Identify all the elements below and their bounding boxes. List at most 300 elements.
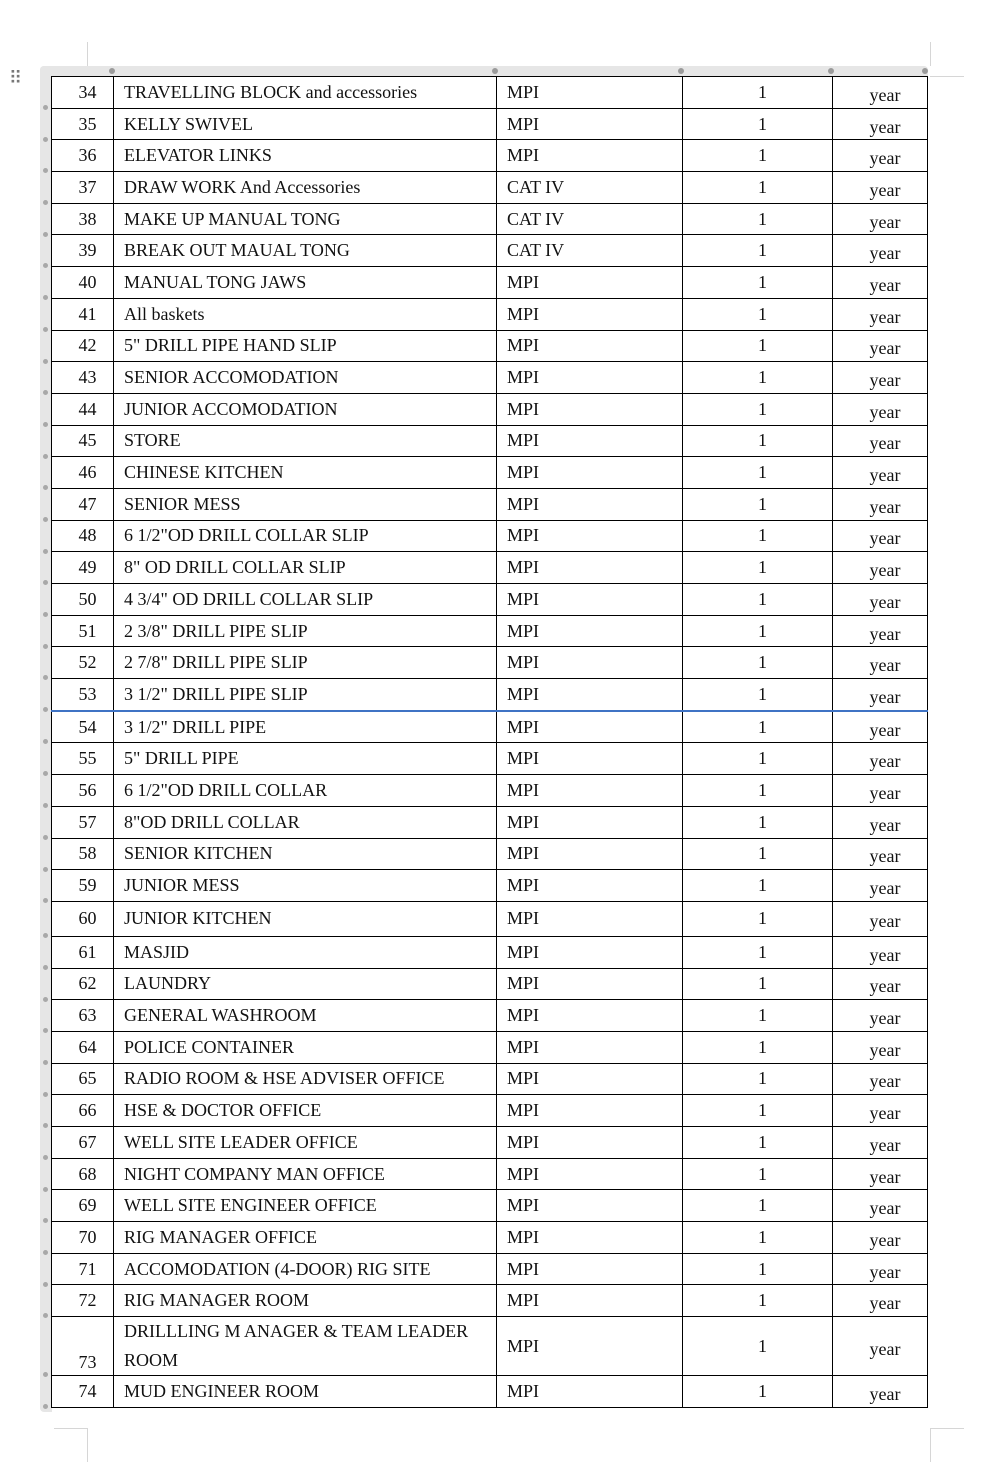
item-name-text: 4 3/4" OD DRILL COLLAR SLIP bbox=[124, 588, 374, 609]
quantity-cell[interactable] bbox=[683, 1000, 833, 1032]
row-insert-dot[interactable] bbox=[43, 835, 48, 840]
quantity-cell[interactable] bbox=[683, 1095, 833, 1127]
inspection-category-cell[interactable] bbox=[497, 1031, 683, 1063]
quantity-cell[interactable] bbox=[683, 870, 833, 902]
item-name-cell[interactable] bbox=[114, 936, 497, 968]
row-insert-dot[interactable] bbox=[43, 933, 48, 938]
frequency-cell[interactable] bbox=[833, 425, 928, 457]
item-name-cell[interactable] bbox=[114, 1095, 497, 1127]
row-number-cell[interactable] bbox=[52, 1222, 114, 1254]
frequency-cell[interactable] bbox=[833, 679, 928, 711]
item-name-cell[interactable] bbox=[114, 806, 497, 838]
row-number-cell[interactable] bbox=[52, 1127, 114, 1159]
table-row bbox=[52, 1285, 928, 1317]
frequency-cell[interactable] bbox=[833, 1285, 928, 1317]
quantity-cell[interactable] bbox=[683, 968, 833, 1000]
row-number-cell[interactable] bbox=[52, 1376, 114, 1408]
item-name-cell[interactable] bbox=[114, 1127, 497, 1159]
table-row bbox=[52, 1031, 928, 1063]
quantity-cell[interactable] bbox=[683, 1031, 833, 1063]
row-number-cell[interactable] bbox=[52, 552, 114, 584]
item-name-text: SENIOR MESS bbox=[124, 493, 241, 514]
item-name-cell[interactable] bbox=[114, 901, 497, 936]
frequency-cell[interactable] bbox=[833, 488, 928, 520]
row-insert-dot[interactable] bbox=[43, 549, 48, 554]
row-number-cell[interactable] bbox=[52, 393, 114, 425]
quantity-cell[interactable] bbox=[683, 901, 833, 936]
frequency-cell[interactable] bbox=[833, 936, 928, 968]
quantity-cell[interactable] bbox=[683, 1127, 833, 1159]
item-name-cell[interactable] bbox=[114, 1253, 497, 1285]
row-insert-dot[interactable] bbox=[43, 803, 48, 808]
inspection-category-cell[interactable] bbox=[497, 172, 683, 204]
quantity-cell[interactable] bbox=[683, 203, 833, 235]
row-number-cell[interactable] bbox=[52, 743, 114, 775]
row-insert-dot[interactable] bbox=[43, 1250, 48, 1255]
item-name-cell[interactable] bbox=[114, 520, 497, 552]
frequency-cell[interactable] bbox=[833, 1222, 928, 1254]
table-row bbox=[52, 1317, 928, 1376]
frequency-cell[interactable] bbox=[833, 172, 928, 204]
item-name-cell[interactable] bbox=[114, 457, 497, 489]
row-insert-dot[interactable] bbox=[43, 137, 48, 142]
table-row bbox=[52, 1127, 928, 1159]
quantity-text: 1 bbox=[758, 1195, 767, 1216]
row-insert-dot[interactable] bbox=[43, 580, 48, 585]
frequency-text: year bbox=[869, 560, 901, 581]
inspection-category-cell[interactable] bbox=[497, 1285, 683, 1317]
row-insert-dot[interactable] bbox=[43, 1187, 48, 1192]
quantity-cell[interactable] bbox=[683, 267, 833, 299]
item-name-cell[interactable] bbox=[114, 1222, 497, 1254]
frequency-cell[interactable] bbox=[833, 140, 928, 172]
row-number-text: 35 bbox=[78, 113, 97, 134]
row-number-cell[interactable] bbox=[52, 203, 114, 235]
row-insert-dot[interactable] bbox=[43, 485, 48, 490]
row-number-cell[interactable] bbox=[52, 838, 114, 870]
table-row bbox=[52, 520, 928, 552]
frequency-cell[interactable] bbox=[833, 77, 928, 109]
quantity-text: 1 bbox=[758, 367, 767, 388]
frequency-cell[interactable] bbox=[833, 298, 928, 330]
row-insert-dot[interactable] bbox=[43, 1028, 48, 1033]
quantity-cell[interactable] bbox=[683, 647, 833, 679]
inspection-category-cell[interactable] bbox=[497, 901, 683, 936]
row-number-text: 62 bbox=[78, 973, 97, 994]
inspection-category-cell[interactable] bbox=[497, 806, 683, 838]
inspection-category-cell[interactable] bbox=[497, 488, 683, 520]
table-row bbox=[52, 1000, 928, 1032]
quantity-cell[interactable] bbox=[683, 425, 833, 457]
table-row bbox=[52, 203, 928, 235]
row-insert-dot[interactable] bbox=[43, 644, 48, 649]
table-move-handle-icon[interactable]: ⠿ bbox=[9, 68, 21, 89]
quantity-cell[interactable] bbox=[683, 1253, 833, 1285]
inspection-category-cell[interactable] bbox=[497, 298, 683, 330]
row-insert-dot[interactable] bbox=[43, 1155, 48, 1160]
inspection-category-cell[interactable] bbox=[497, 1158, 683, 1190]
quantity-cell[interactable] bbox=[683, 362, 833, 394]
inspection-category-cell[interactable] bbox=[497, 679, 683, 711]
inspection-category-cell[interactable] bbox=[497, 1253, 683, 1285]
quantity-cell[interactable] bbox=[683, 936, 833, 968]
inspection-category-cell[interactable] bbox=[497, 838, 683, 870]
quantity-text: 1 bbox=[758, 716, 767, 737]
quantity-cell[interactable] bbox=[683, 615, 833, 647]
inspection-category-cell[interactable] bbox=[497, 1095, 683, 1127]
inspection-category-text: MPI bbox=[507, 588, 540, 609]
row-number-cell[interactable] bbox=[52, 235, 114, 267]
frequency-cell[interactable] bbox=[833, 1190, 928, 1222]
row-number-cell[interactable] bbox=[52, 1031, 114, 1063]
item-name-cell[interactable] bbox=[114, 393, 497, 425]
row-insert-dot[interactable] bbox=[43, 965, 48, 970]
quantity-cell[interactable] bbox=[683, 298, 833, 330]
frequency-cell[interactable] bbox=[833, 267, 928, 299]
row-number-cell[interactable] bbox=[52, 870, 114, 902]
quantity-text: 1 bbox=[758, 748, 767, 769]
row-insert-dot[interactable] bbox=[43, 707, 48, 712]
quantity-cell[interactable] bbox=[683, 838, 833, 870]
frequency-cell[interactable] bbox=[833, 901, 928, 936]
row-insert-dot[interactable] bbox=[43, 1123, 48, 1128]
frequency-cell[interactable] bbox=[833, 457, 928, 489]
quantity-cell[interactable] bbox=[683, 77, 833, 109]
quantity-cell[interactable] bbox=[683, 1285, 833, 1317]
frequency-cell[interactable] bbox=[833, 711, 928, 743]
inspection-category-text: MPI bbox=[507, 335, 540, 356]
frequency-cell[interactable] bbox=[833, 806, 928, 838]
row-number-text: 36 bbox=[78, 145, 97, 166]
item-name-cell[interactable] bbox=[114, 267, 497, 299]
row-insert-dot[interactable] bbox=[43, 105, 48, 110]
item-name-cell[interactable] bbox=[114, 552, 497, 584]
row-number-cell[interactable] bbox=[52, 330, 114, 362]
row-number-cell[interactable] bbox=[52, 615, 114, 647]
frequency-cell[interactable] bbox=[833, 1095, 928, 1127]
row-number-cell[interactable] bbox=[52, 1000, 114, 1032]
quantity-cell[interactable] bbox=[683, 520, 833, 552]
item-name-text: 3 1/2" DRILL PIPE bbox=[124, 716, 267, 737]
inspection-category-cell[interactable] bbox=[497, 968, 683, 1000]
quantity-cell[interactable] bbox=[683, 1317, 833, 1376]
row-insert-dot[interactable] bbox=[43, 327, 48, 332]
inspection-category-cell[interactable] bbox=[497, 77, 683, 109]
quantity-cell[interactable] bbox=[683, 330, 833, 362]
frequency-cell[interactable] bbox=[833, 968, 928, 1000]
quantity-cell[interactable] bbox=[683, 488, 833, 520]
frequency-cell[interactable] bbox=[833, 235, 928, 267]
table-column-selector-bar[interactable] bbox=[40, 66, 928, 76]
inspection-category-text: CAT IV bbox=[507, 240, 565, 261]
row-number-cell[interactable] bbox=[52, 584, 114, 616]
frequency-cell[interactable] bbox=[833, 1158, 928, 1190]
frequency-cell[interactable] bbox=[833, 1317, 928, 1376]
row-insert-dot[interactable] bbox=[43, 1313, 48, 1318]
item-name-cell[interactable] bbox=[114, 711, 497, 743]
item-name-cell[interactable] bbox=[114, 203, 497, 235]
frequency-cell[interactable] bbox=[833, 838, 928, 870]
quantity-cell[interactable] bbox=[683, 775, 833, 807]
item-name-cell[interactable] bbox=[114, 584, 497, 616]
item-name-cell[interactable] bbox=[114, 108, 497, 140]
item-name-text: RIG MANAGER OFFICE bbox=[124, 1226, 318, 1247]
quantity-cell[interactable] bbox=[683, 584, 833, 616]
table-row bbox=[52, 1095, 928, 1127]
frequency-cell[interactable] bbox=[833, 1063, 928, 1095]
table-row bbox=[52, 298, 928, 330]
row-number-cell[interactable] bbox=[52, 267, 114, 299]
quantity-text: 1 bbox=[758, 430, 767, 451]
inspection-category-cell[interactable] bbox=[497, 140, 683, 172]
frequency-cell[interactable] bbox=[833, 870, 928, 902]
row-insert-dot[interactable] bbox=[43, 454, 48, 459]
row-insert-dot[interactable] bbox=[43, 390, 48, 395]
row-insert-dot[interactable] bbox=[43, 200, 48, 205]
frequency-cell[interactable] bbox=[833, 743, 928, 775]
item-name-cell[interactable] bbox=[114, 870, 497, 902]
quantity-cell[interactable] bbox=[683, 140, 833, 172]
row-insert-dot[interactable] bbox=[43, 997, 48, 1002]
frequency-cell[interactable] bbox=[833, 1000, 928, 1032]
row-number-cell[interactable] bbox=[52, 775, 114, 807]
inspection-category-cell[interactable] bbox=[497, 584, 683, 616]
inspection-category-cell[interactable] bbox=[497, 330, 683, 362]
inspection-category-cell[interactable] bbox=[497, 1127, 683, 1159]
item-name-cell[interactable] bbox=[114, 838, 497, 870]
row-number-cell[interactable] bbox=[52, 488, 114, 520]
item-name-cell[interactable] bbox=[114, 77, 497, 109]
frequency-cell[interactable] bbox=[833, 393, 928, 425]
inspection-category-text: MPI bbox=[507, 398, 540, 419]
item-name-text: LAUNDRY bbox=[124, 973, 212, 994]
item-name-text: HSE & DOCTOR OFFICE bbox=[124, 1100, 322, 1121]
frequency-text: year bbox=[869, 655, 901, 676]
inspection-category-cell[interactable] bbox=[497, 775, 683, 807]
row-number-text: 73 bbox=[78, 1352, 97, 1373]
item-name-cell[interactable] bbox=[114, 1190, 497, 1222]
row-number-cell[interactable] bbox=[52, 457, 114, 489]
item-name-cell[interactable] bbox=[114, 1376, 497, 1408]
row-insert-dot[interactable] bbox=[43, 675, 48, 680]
frequency-cell[interactable] bbox=[833, 552, 928, 584]
inspection-category-cell[interactable] bbox=[497, 520, 683, 552]
row-insert-dot[interactable] bbox=[43, 898, 48, 903]
row-insert-dot[interactable] bbox=[43, 1218, 48, 1223]
item-name-cell[interactable] bbox=[114, 1031, 497, 1063]
row-number-cell[interactable] bbox=[52, 1317, 114, 1376]
frequency-cell[interactable] bbox=[833, 775, 928, 807]
frequency-text: year bbox=[869, 976, 901, 997]
frequency-text: year bbox=[869, 911, 901, 932]
quantity-cell[interactable] bbox=[683, 1063, 833, 1095]
row-insert-dot[interactable] bbox=[43, 517, 48, 522]
frequency-text: year bbox=[869, 243, 901, 264]
quantity-cell[interactable] bbox=[683, 1376, 833, 1408]
quantity-cell[interactable] bbox=[683, 1158, 833, 1190]
quantity-cell[interactable] bbox=[683, 235, 833, 267]
quantity-cell[interactable] bbox=[683, 393, 833, 425]
frequency-cell[interactable] bbox=[833, 362, 928, 394]
row-insert-dot[interactable] bbox=[43, 612, 48, 617]
quantity-cell[interactable] bbox=[683, 108, 833, 140]
item-name-cell[interactable] bbox=[114, 488, 497, 520]
frequency-cell[interactable] bbox=[833, 203, 928, 235]
item-name-cell[interactable] bbox=[114, 743, 497, 775]
row-number-cell[interactable] bbox=[52, 1063, 114, 1095]
row-number-cell[interactable] bbox=[52, 1253, 114, 1285]
inspection-category-cell[interactable] bbox=[497, 1222, 683, 1254]
row-number-cell[interactable] bbox=[52, 108, 114, 140]
inspection-category-cell[interactable] bbox=[497, 552, 683, 584]
item-name-cell[interactable] bbox=[114, 1317, 497, 1376]
inspection-category-cell[interactable] bbox=[497, 1190, 683, 1222]
row-insert-dot[interactable] bbox=[43, 359, 48, 364]
column-insert-dot[interactable] bbox=[492, 68, 498, 74]
row-number-cell[interactable] bbox=[52, 1190, 114, 1222]
frequency-cell[interactable] bbox=[833, 1376, 928, 1408]
item-name-cell[interactable] bbox=[114, 615, 497, 647]
row-number-cell[interactable] bbox=[52, 647, 114, 679]
quantity-cell[interactable] bbox=[683, 552, 833, 584]
inspection-category-cell[interactable] bbox=[497, 936, 683, 968]
item-name-cell[interactable] bbox=[114, 172, 497, 204]
quantity-text: 1 bbox=[758, 1226, 767, 1247]
item-name-text: 8" OD DRILL COLLAR SLIP bbox=[124, 557, 346, 578]
frequency-cell[interactable] bbox=[833, 647, 928, 679]
row-number-cell[interactable] bbox=[52, 679, 114, 711]
frequency-text: year bbox=[869, 1134, 901, 1155]
crop-mark-bottom-right-v bbox=[930, 1428, 931, 1462]
row-number-cell[interactable] bbox=[52, 936, 114, 968]
row-number-cell[interactable] bbox=[52, 806, 114, 838]
inspection-category-cell[interactable] bbox=[497, 870, 683, 902]
inspection-category-cell[interactable] bbox=[497, 1000, 683, 1032]
inspection-category-cell[interactable] bbox=[497, 1376, 683, 1408]
row-number-cell[interactable] bbox=[52, 140, 114, 172]
frequency-cell[interactable] bbox=[833, 520, 928, 552]
row-number-cell[interactable] bbox=[52, 1285, 114, 1317]
inspection-category-cell[interactable] bbox=[497, 393, 683, 425]
item-name-cell[interactable] bbox=[114, 1285, 497, 1317]
column-insert-dot[interactable] bbox=[109, 68, 115, 74]
quantity-text: 1 bbox=[758, 1100, 767, 1121]
item-name-cell[interactable] bbox=[114, 140, 497, 172]
inspection-category-cell[interactable] bbox=[497, 743, 683, 775]
quantity-cell[interactable] bbox=[683, 457, 833, 489]
row-number-cell[interactable] bbox=[52, 1158, 114, 1190]
frequency-cell[interactable] bbox=[833, 108, 928, 140]
row-number-cell[interactable] bbox=[52, 520, 114, 552]
frequency-cell[interactable] bbox=[833, 330, 928, 362]
row-number-cell[interactable] bbox=[52, 711, 114, 743]
row-insert-dot[interactable] bbox=[43, 295, 48, 300]
row-insert-dot[interactable] bbox=[43, 263, 48, 268]
inspection-category-cell[interactable] bbox=[497, 267, 683, 299]
row-number-cell[interactable] bbox=[52, 77, 114, 109]
row-insert-dot[interactable] bbox=[43, 1282, 48, 1287]
item-name-text: 5" DRILL PIPE HAND SLIP bbox=[124, 335, 337, 356]
quantity-cell[interactable] bbox=[683, 172, 833, 204]
item-name-cell[interactable] bbox=[114, 775, 497, 807]
column-insert-dot[interactable] bbox=[828, 68, 834, 74]
column-insert-dot[interactable] bbox=[922, 68, 928, 74]
inspection-category-cell[interactable] bbox=[497, 647, 683, 679]
inspection-category-cell[interactable] bbox=[497, 203, 683, 235]
quantity-cell[interactable] bbox=[683, 743, 833, 775]
row-insert-dot[interactable] bbox=[43, 867, 48, 872]
frequency-cell[interactable] bbox=[833, 1127, 928, 1159]
row-number-cell[interactable] bbox=[52, 425, 114, 457]
crop-mark-bottom-left bbox=[54, 1428, 88, 1429]
inspection-category-text: MPI bbox=[507, 1380, 540, 1401]
frequency-cell[interactable] bbox=[833, 615, 928, 647]
item-name-cell[interactable] bbox=[114, 647, 497, 679]
quantity-cell[interactable] bbox=[683, 679, 833, 711]
row-insert-dot[interactable] bbox=[43, 1060, 48, 1065]
inspection-category-cell[interactable] bbox=[497, 711, 683, 743]
item-name-cell[interactable] bbox=[114, 1000, 497, 1032]
row-number-text: 34 bbox=[78, 81, 97, 102]
frequency-cell[interactable] bbox=[833, 1253, 928, 1285]
frequency-cell[interactable] bbox=[833, 584, 928, 616]
item-name-cell[interactable] bbox=[114, 968, 497, 1000]
quantity-cell[interactable] bbox=[683, 1222, 833, 1254]
frequency-cell[interactable] bbox=[833, 1031, 928, 1063]
row-number-text: 54 bbox=[78, 716, 97, 737]
quantity-cell[interactable] bbox=[683, 711, 833, 743]
item-name-cell[interactable] bbox=[114, 235, 497, 267]
row-number-cell[interactable] bbox=[52, 901, 114, 936]
inspection-category-cell[interactable] bbox=[497, 615, 683, 647]
row-number-text: 74 bbox=[78, 1380, 97, 1401]
inspection-category-cell[interactable] bbox=[497, 362, 683, 394]
item-name-cell[interactable] bbox=[114, 362, 497, 394]
item-name-cell[interactable] bbox=[114, 1158, 497, 1190]
inspection-category-cell[interactable] bbox=[497, 425, 683, 457]
quantity-cell[interactable] bbox=[683, 1190, 833, 1222]
inspection-category-cell[interactable] bbox=[497, 457, 683, 489]
quantity-cell[interactable] bbox=[683, 806, 833, 838]
item-name-cell[interactable] bbox=[114, 679, 497, 711]
inspection-category-cell[interactable] bbox=[497, 1317, 683, 1376]
row-number-cell[interactable] bbox=[52, 1095, 114, 1127]
row-insert-dot[interactable] bbox=[43, 1092, 48, 1097]
row-insert-dot[interactable] bbox=[43, 1372, 48, 1377]
inspection-category-cell[interactable] bbox=[497, 235, 683, 267]
row-number-cell[interactable] bbox=[52, 172, 114, 204]
row-insert-dot[interactable] bbox=[43, 771, 48, 776]
inspection-category-cell[interactable] bbox=[497, 108, 683, 140]
column-insert-dot[interactable] bbox=[678, 68, 684, 74]
row-insert-dot[interactable] bbox=[43, 422, 48, 427]
row-number-cell[interactable] bbox=[52, 968, 114, 1000]
row-number-cell[interactable] bbox=[52, 362, 114, 394]
item-name-cell[interactable] bbox=[114, 1063, 497, 1095]
item-name-cell[interactable] bbox=[114, 298, 497, 330]
row-insert-dot[interactable] bbox=[43, 168, 48, 173]
row-insert-dot[interactable] bbox=[43, 1404, 48, 1409]
row-insert-dot[interactable] bbox=[43, 232, 48, 237]
item-name-cell[interactable] bbox=[114, 425, 497, 457]
row-number-cell[interactable] bbox=[52, 298, 114, 330]
item-name-cell[interactable] bbox=[114, 330, 497, 362]
frequency-text: year bbox=[869, 623, 901, 644]
row-insert-dot[interactable] bbox=[43, 739, 48, 744]
row-number-text: 57 bbox=[78, 811, 97, 832]
inspection-category-cell[interactable] bbox=[497, 1063, 683, 1095]
inspection-category-text: MPI bbox=[507, 1195, 540, 1216]
